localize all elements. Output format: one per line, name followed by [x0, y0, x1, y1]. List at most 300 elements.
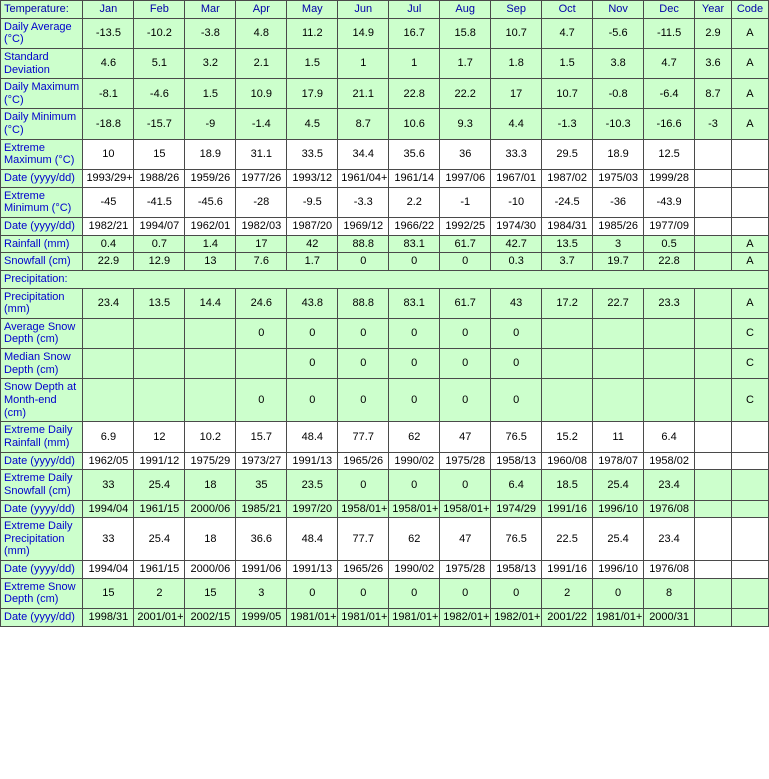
cell-extreme-daily-rainfall-dec: 6.4 [644, 422, 695, 452]
cell-median-snow-depth-oct [542, 349, 593, 379]
cell-extreme-daily-snowfall-date-jul: 1958/01+ [389, 500, 440, 518]
cell-daily-minimum-code: A [731, 109, 768, 139]
cell-average-snow-depth-jul: 0 [389, 318, 440, 348]
cell-daily-minimum-aug: 9.3 [440, 109, 491, 139]
cell-extreme-daily-snowfall-jun: 0 [338, 470, 389, 500]
cell-snow-depth-month-end-feb [134, 379, 185, 422]
cell-daily-average-sep: 10.7 [491, 18, 542, 48]
cell-daily-average-jun: 14.9 [338, 18, 389, 48]
cell-extreme-daily-snowfall-nov: 25.4 [593, 470, 644, 500]
cell-extreme-daily-rainfall-feb: 12 [134, 422, 185, 452]
cell-extreme-minimum-date-mar: 1962/01 [185, 217, 236, 235]
cell-average-snow-depth-jun: 0 [338, 318, 389, 348]
row-label-extreme-maximum: Extreme Maximum (°C) [1, 139, 83, 169]
cell-extreme-daily-rainfall-mar: 10.2 [185, 422, 236, 452]
cell-standard-deviation-mar: 3.2 [185, 48, 236, 78]
cell-extreme-snow-depth-may: 0 [287, 578, 338, 608]
cell-extreme-snow-depth-date-jan: 1998/31 [83, 608, 134, 626]
cell-extreme-daily-snowfall-oct: 18.5 [542, 470, 593, 500]
cell-extreme-snow-depth-jun: 0 [338, 578, 389, 608]
header-month-mar: Mar [185, 1, 236, 19]
cell-extreme-daily-precipitation-nov: 25.4 [593, 518, 644, 561]
cell-extreme-daily-precipitation-date-feb: 1961/15 [134, 561, 185, 579]
cell-extreme-daily-rainfall-date-apr: 1973/27 [236, 452, 287, 470]
cell-daily-minimum-may: 4.5 [287, 109, 338, 139]
cell-extreme-daily-snowfall-code [731, 470, 768, 500]
row-label-daily-maximum: Daily Maximum (°C) [1, 79, 83, 109]
cell-extreme-daily-precipitation-feb: 25.4 [134, 518, 185, 561]
cell-snow-depth-month-end-jun: 0 [338, 379, 389, 422]
row-label-extreme-daily-precipitation: Extreme Daily Precipitation (mm) [1, 518, 83, 561]
header-year: Year [695, 1, 732, 19]
cell-average-snow-depth-may: 0 [287, 318, 338, 348]
cell-median-snow-depth-nov [593, 349, 644, 379]
cell-extreme-daily-snowfall-date-code [731, 500, 768, 518]
cell-daily-minimum-dec: -16.6 [644, 109, 695, 139]
cell-daily-average-nov: -5.6 [593, 18, 644, 48]
cell-standard-deviation-oct: 1.5 [542, 48, 593, 78]
cell-snow-depth-month-end-oct [542, 379, 593, 422]
cell-extreme-maximum-date-may: 1993/12 [287, 170, 338, 188]
row-label-extreme-daily-snowfall-date: Date (yyyy/dd) [1, 500, 83, 518]
cell-median-snow-depth-mar [185, 349, 236, 379]
cell-daily-maximum-jun: 21.1 [338, 79, 389, 109]
cell-extreme-snow-depth-aug: 0 [440, 578, 491, 608]
cell-extreme-maximum-date-feb: 1988/26 [134, 170, 185, 188]
cell-rainfall-apr: 17 [236, 235, 287, 253]
header-temperature-label: Temperature: [1, 1, 83, 19]
cell-extreme-maximum-jun: 34.4 [338, 139, 389, 169]
cell-standard-deviation-may: 1.5 [287, 48, 338, 78]
cell-snow-depth-month-end-sep: 0 [491, 379, 542, 422]
cell-daily-minimum-feb: -15.7 [134, 109, 185, 139]
cell-daily-maximum-year: 8.7 [695, 79, 732, 109]
row-label-standard-deviation: Standard Deviation [1, 48, 83, 78]
cell-standard-deviation-jun: 1 [338, 48, 389, 78]
cell-extreme-snow-depth-feb: 2 [134, 578, 185, 608]
cell-median-snow-depth-may: 0 [287, 349, 338, 379]
cell-extreme-maximum-date-jun: 1961/04+ [338, 170, 389, 188]
cell-snowfall-nov: 19.7 [593, 253, 644, 271]
cell-extreme-daily-snowfall-date-dec: 1976/08 [644, 500, 695, 518]
cell-daily-minimum-sep: 4.4 [491, 109, 542, 139]
cell-extreme-minimum-may: -9.5 [287, 187, 338, 217]
cell-median-snow-depth-jul: 0 [389, 349, 440, 379]
cell-extreme-daily-rainfall-date-jan: 1962/05 [83, 452, 134, 470]
header-month-aug: Aug [440, 1, 491, 19]
cell-precipitation-jul: 83.1 [389, 288, 440, 318]
cell-average-snow-depth-year [695, 318, 732, 348]
cell-average-snow-depth-feb [134, 318, 185, 348]
cell-extreme-snow-depth-date-year [695, 608, 732, 626]
header-month-feb: Feb [134, 1, 185, 19]
cell-extreme-minimum-feb: -41.5 [134, 187, 185, 217]
row-label-extreme-maximum-date: Date (yyyy/dd) [1, 170, 83, 188]
cell-rainfall-jun: 88.8 [338, 235, 389, 253]
cell-extreme-daily-snowfall-aug: 0 [440, 470, 491, 500]
table-row [1, 235, 769, 253]
cell-extreme-minimum-nov: -36 [593, 187, 644, 217]
cell-extreme-daily-precipitation-date-oct: 1991/16 [542, 561, 593, 579]
cell-extreme-maximum-oct: 29.5 [542, 139, 593, 169]
cell-extreme-snow-depth-date-nov: 1981/01+ [593, 608, 644, 626]
cell-extreme-maximum-date-nov: 1975/03 [593, 170, 644, 188]
cell-extreme-maximum-code [731, 139, 768, 169]
table-row [1, 452, 769, 470]
cell-rainfall-sep: 42.7 [491, 235, 542, 253]
table-row [1, 217, 769, 235]
cell-daily-average-oct: 4.7 [542, 18, 593, 48]
cell-extreme-daily-rainfall-date-aug: 1975/28 [440, 452, 491, 470]
cell-extreme-minimum-date-sep: 1974/30 [491, 217, 542, 235]
row-label-snow-depth-month-end: Snow Depth at Month-end (cm) [1, 379, 83, 422]
cell-average-snow-depth-apr: 0 [236, 318, 287, 348]
cell-extreme-maximum-date-code [731, 170, 768, 188]
cell-daily-average-dec: -11.5 [644, 18, 695, 48]
cell-extreme-snow-depth-date-mar: 2002/15 [185, 608, 236, 626]
cell-extreme-daily-snowfall-date-oct: 1991/16 [542, 500, 593, 518]
header-month-dec: Dec [644, 1, 695, 19]
cell-average-snow-depth-code: C [731, 318, 768, 348]
row-label-rainfall: Rainfall (mm) [1, 235, 83, 253]
cell-extreme-maximum-jan: 10 [83, 139, 134, 169]
cell-daily-average-may: 11.2 [287, 18, 338, 48]
cell-snow-depth-month-end-nov [593, 379, 644, 422]
cell-snowfall-jul: 0 [389, 253, 440, 271]
cell-extreme-snow-depth-oct: 2 [542, 578, 593, 608]
cell-extreme-minimum-date-year [695, 217, 732, 235]
cell-extreme-daily-snowfall-date-jun: 1958/01+ [338, 500, 389, 518]
cell-extreme-daily-rainfall-date-jul: 1990/02 [389, 452, 440, 470]
cell-snowfall-dec: 22.8 [644, 253, 695, 271]
cell-rainfall-code: A [731, 235, 768, 253]
cell-daily-maximum-apr: 10.9 [236, 79, 287, 109]
cell-extreme-maximum-date-mar: 1959/26 [185, 170, 236, 188]
cell-average-snow-depth-sep: 0 [491, 318, 542, 348]
cell-extreme-minimum-date-jun: 1969/12 [338, 217, 389, 235]
cell-average-snow-depth-mar [185, 318, 236, 348]
cell-extreme-daily-rainfall-date-dec: 1958/02 [644, 452, 695, 470]
cell-extreme-maximum-aug: 36 [440, 139, 491, 169]
cell-rainfall-jan: 0.4 [83, 235, 134, 253]
cell-average-snow-depth-dec [644, 318, 695, 348]
cell-extreme-snow-depth-code [731, 578, 768, 608]
cell-extreme-minimum-date-jan: 1982/21 [83, 217, 134, 235]
cell-snow-depth-month-end-apr: 0 [236, 379, 287, 422]
cell-median-snow-depth-jun: 0 [338, 349, 389, 379]
cell-extreme-daily-snowfall-date-year [695, 500, 732, 518]
cell-snow-depth-month-end-year [695, 379, 732, 422]
row-label-extreme-daily-snowfall: Extreme Daily Snowfall (cm) [1, 470, 83, 500]
cell-extreme-minimum-jul: 2.2 [389, 187, 440, 217]
cell-extreme-daily-rainfall-oct: 15.2 [542, 422, 593, 452]
cell-extreme-daily-precipitation-date-code [731, 561, 768, 579]
cell-average-snow-depth-oct [542, 318, 593, 348]
cell-extreme-daily-snowfall-jan: 33 [83, 470, 134, 500]
cell-extreme-minimum-date-oct: 1984/31 [542, 217, 593, 235]
cell-extreme-daily-precipitation-mar: 18 [185, 518, 236, 561]
cell-snow-depth-month-end-may: 0 [287, 379, 338, 422]
cell-extreme-daily-precipitation-year [695, 518, 732, 561]
cell-extreme-minimum-mar: -45.6 [185, 187, 236, 217]
cell-precipitation-year [695, 288, 732, 318]
cell-daily-maximum-nov: -0.8 [593, 79, 644, 109]
cell-extreme-daily-snowfall-date-nov: 1996/10 [593, 500, 644, 518]
cell-daily-average-year: 2.9 [695, 18, 732, 48]
cell-precipitation-jan: 23.4 [83, 288, 134, 318]
cell-extreme-daily-precipitation-jan: 33 [83, 518, 134, 561]
cell-extreme-snow-depth-sep: 0 [491, 578, 542, 608]
cell-daily-average-apr: 4.8 [236, 18, 287, 48]
cell-extreme-daily-rainfall-date-jun: 1965/26 [338, 452, 389, 470]
cell-extreme-maximum-date-jul: 1961/14 [389, 170, 440, 188]
cell-average-snow-depth-aug: 0 [440, 318, 491, 348]
cell-snowfall-code: A [731, 253, 768, 271]
row-label-extreme-minimum-date: Date (yyyy/dd) [1, 217, 83, 235]
cell-standard-deviation-nov: 3.8 [593, 48, 644, 78]
table-row [1, 608, 769, 626]
row-label-daily-minimum: Daily Minimum (°C) [1, 109, 83, 139]
cell-rainfall-oct: 13.5 [542, 235, 593, 253]
header-month-nov: Nov [593, 1, 644, 19]
cell-extreme-daily-rainfall-may: 48.4 [287, 422, 338, 452]
cell-extreme-minimum-date-may: 1987/20 [287, 217, 338, 235]
cell-extreme-maximum-nov: 18.9 [593, 139, 644, 169]
cell-extreme-daily-rainfall-year [695, 422, 732, 452]
cell-snowfall-jun: 0 [338, 253, 389, 271]
cell-extreme-daily-precipitation-date-jul: 1990/02 [389, 561, 440, 579]
cell-rainfall-feb: 0.7 [134, 235, 185, 253]
cell-extreme-daily-rainfall-jul: 62 [389, 422, 440, 452]
cell-extreme-snow-depth-date-feb: 2001/01+ [134, 608, 185, 626]
cell-extreme-daily-snowfall-date-apr: 1985/21 [236, 500, 287, 518]
cell-daily-maximum-may: 17.9 [287, 79, 338, 109]
cell-extreme-minimum-date-feb: 1994/07 [134, 217, 185, 235]
section-label-precipitation: Precipitation: [1, 270, 769, 288]
table-row [1, 500, 769, 518]
cell-standard-deviation-jan: 4.6 [83, 48, 134, 78]
cell-standard-deviation-year: 3.6 [695, 48, 732, 78]
cell-extreme-maximum-feb: 15 [134, 139, 185, 169]
cell-extreme-minimum-date-jul: 1966/22 [389, 217, 440, 235]
cell-extreme-snow-depth-jul: 0 [389, 578, 440, 608]
cell-extreme-maximum-date-dec: 1999/28 [644, 170, 695, 188]
cell-extreme-minimum-code [731, 187, 768, 217]
cell-daily-maximum-feb: -4.6 [134, 79, 185, 109]
cell-rainfall-may: 42 [287, 235, 338, 253]
cell-extreme-daily-rainfall-nov: 11 [593, 422, 644, 452]
cell-precipitation-jun: 88.8 [338, 288, 389, 318]
cell-extreme-daily-snowfall-apr: 35 [236, 470, 287, 500]
cell-extreme-daily-rainfall-date-sep: 1958/13 [491, 452, 542, 470]
cell-precipitation-sep: 43 [491, 288, 542, 318]
cell-snowfall-oct: 3.7 [542, 253, 593, 271]
cell-extreme-maximum-jul: 35.6 [389, 139, 440, 169]
cell-extreme-daily-snowfall-year [695, 470, 732, 500]
cell-daily-maximum-code: A [731, 79, 768, 109]
table-row [1, 187, 769, 217]
cell-extreme-minimum-date-dec: 1977/09 [644, 217, 695, 235]
table-row [1, 379, 769, 422]
cell-extreme-maximum-mar: 18.9 [185, 139, 236, 169]
cell-snowfall-may: 1.7 [287, 253, 338, 271]
cell-extreme-daily-precipitation-date-aug: 1975/28 [440, 561, 491, 579]
cell-snowfall-apr: 7.6 [236, 253, 287, 271]
table-row [1, 578, 769, 608]
cell-extreme-daily-snowfall-mar: 18 [185, 470, 236, 500]
row-label-extreme-daily-rainfall: Extreme Daily Rainfall (mm) [1, 422, 83, 452]
cell-daily-average-code: A [731, 18, 768, 48]
cell-extreme-maximum-date-aug: 1997/06 [440, 170, 491, 188]
cell-extreme-daily-precipitation-date-nov: 1996/10 [593, 561, 644, 579]
cell-extreme-daily-snowfall-feb: 25.4 [134, 470, 185, 500]
cell-snowfall-mar: 13 [185, 253, 236, 271]
cell-extreme-daily-precipitation-code [731, 518, 768, 561]
cell-extreme-daily-rainfall-date-mar: 1975/29 [185, 452, 236, 470]
cell-extreme-maximum-dec: 12.5 [644, 139, 695, 169]
cell-precipitation-may: 43.8 [287, 288, 338, 318]
cell-precipitation-nov: 22.7 [593, 288, 644, 318]
header-month-jan: Jan [83, 1, 134, 19]
cell-extreme-daily-precipitation-oct: 22.5 [542, 518, 593, 561]
cell-standard-deviation-code: A [731, 48, 768, 78]
table-row [1, 139, 769, 169]
cell-extreme-snow-depth-date-jun: 1981/01+ [338, 608, 389, 626]
cell-extreme-daily-precipitation-date-apr: 1991/06 [236, 561, 287, 579]
table-row [1, 318, 769, 348]
cell-extreme-maximum-apr: 31.1 [236, 139, 287, 169]
table-row [1, 561, 769, 579]
cell-rainfall-dec: 0.5 [644, 235, 695, 253]
cell-daily-maximum-dec: -6.4 [644, 79, 695, 109]
table-row [1, 109, 769, 139]
table-row [1, 349, 769, 379]
cell-daily-average-mar: -3.8 [185, 18, 236, 48]
cell-extreme-daily-snowfall-jul: 0 [389, 470, 440, 500]
cell-standard-deviation-aug: 1.7 [440, 48, 491, 78]
cell-snowfall-jan: 22.9 [83, 253, 134, 271]
cell-extreme-maximum-year [695, 139, 732, 169]
table-row [1, 253, 769, 271]
cell-extreme-snow-depth-apr: 3 [236, 578, 287, 608]
cell-extreme-daily-precipitation-date-mar: 2000/06 [185, 561, 236, 579]
row-label-extreme-minimum: Extreme Minimum (°C) [1, 187, 83, 217]
section-row [1, 270, 769, 288]
cell-extreme-snow-depth-date-sep: 1982/01+ [491, 608, 542, 626]
cell-snowfall-year [695, 253, 732, 271]
cell-rainfall-nov: 3 [593, 235, 644, 253]
cell-extreme-daily-rainfall-date-nov: 1978/07 [593, 452, 644, 470]
cell-extreme-daily-precipitation-date-jun: 1965/26 [338, 561, 389, 579]
cell-rainfall-year [695, 235, 732, 253]
row-label-median-snow-depth: Median Snow Depth (cm) [1, 349, 83, 379]
cell-daily-minimum-year: -3 [695, 109, 732, 139]
cell-extreme-minimum-date-code [731, 217, 768, 235]
cell-extreme-minimum-oct: -24.5 [542, 187, 593, 217]
cell-extreme-maximum-date-oct: 1987/02 [542, 170, 593, 188]
cell-extreme-maximum-may: 33.5 [287, 139, 338, 169]
cell-daily-maximum-jul: 22.8 [389, 79, 440, 109]
cell-median-snow-depth-aug: 0 [440, 349, 491, 379]
cell-daily-average-jan: -13.5 [83, 18, 134, 48]
cell-extreme-daily-rainfall-date-year [695, 452, 732, 470]
cell-precipitation-dec: 23.3 [644, 288, 695, 318]
cell-extreme-snow-depth-year [695, 578, 732, 608]
cell-extreme-minimum-year [695, 187, 732, 217]
cell-extreme-minimum-jun: -3.3 [338, 187, 389, 217]
cell-daily-minimum-jan: -18.8 [83, 109, 134, 139]
cell-precipitation-oct: 17.2 [542, 288, 593, 318]
cell-extreme-snow-depth-jan: 15 [83, 578, 134, 608]
cell-average-snow-depth-jan [83, 318, 134, 348]
header-month-sep: Sep [491, 1, 542, 19]
cell-extreme-daily-precipitation-dec: 23.4 [644, 518, 695, 561]
cell-extreme-snow-depth-date-dec: 2000/31 [644, 608, 695, 626]
row-label-snowfall: Snowfall (cm) [1, 253, 83, 271]
cell-extreme-minimum-date-nov: 1985/26 [593, 217, 644, 235]
cell-extreme-daily-precipitation-date-sep: 1958/13 [491, 561, 542, 579]
cell-rainfall-aug: 61.7 [440, 235, 491, 253]
cell-extreme-daily-rainfall-date-oct: 1960/08 [542, 452, 593, 470]
cell-extreme-daily-rainfall-date-code [731, 452, 768, 470]
cell-daily-average-aug: 15.8 [440, 18, 491, 48]
cell-daily-minimum-apr: -1.4 [236, 109, 287, 139]
cell-extreme-snow-depth-date-aug: 1982/01+ [440, 608, 491, 626]
cell-extreme-daily-snowfall-may: 23.5 [287, 470, 338, 500]
cell-standard-deviation-apr: 2.1 [236, 48, 287, 78]
table-row [1, 48, 769, 78]
cell-extreme-daily-rainfall-apr: 15.7 [236, 422, 287, 452]
cell-daily-minimum-jun: 8.7 [338, 109, 389, 139]
cell-extreme-daily-rainfall-jun: 77.7 [338, 422, 389, 452]
cell-daily-minimum-jul: 10.6 [389, 109, 440, 139]
cell-median-snow-depth-code: C [731, 349, 768, 379]
header-month-jun: Jun [338, 1, 389, 19]
cell-standard-deviation-jul: 1 [389, 48, 440, 78]
cell-median-snow-depth-feb [134, 349, 185, 379]
table-row [1, 518, 769, 561]
cell-snowfall-aug: 0 [440, 253, 491, 271]
cell-daily-maximum-sep: 17 [491, 79, 542, 109]
cell-standard-deviation-dec: 4.7 [644, 48, 695, 78]
cell-extreme-snow-depth-date-jul: 1981/01+ [389, 608, 440, 626]
cell-extreme-minimum-sep: -10 [491, 187, 542, 217]
cell-extreme-minimum-date-aug: 1992/25 [440, 217, 491, 235]
cell-extreme-daily-rainfall-aug: 47 [440, 422, 491, 452]
cell-rainfall-jul: 83.1 [389, 235, 440, 253]
cell-extreme-daily-rainfall-jan: 6.9 [83, 422, 134, 452]
cell-daily-maximum-jan: -8.1 [83, 79, 134, 109]
row-label-extreme-snow-depth-date: Date (yyyy/dd) [1, 608, 83, 626]
table-row [1, 79, 769, 109]
cell-extreme-snow-depth-date-oct: 2001/22 [542, 608, 593, 626]
table-row [1, 170, 769, 188]
cell-precipitation-mar: 14.4 [185, 288, 236, 318]
cell-median-snow-depth-year [695, 349, 732, 379]
cell-extreme-snow-depth-date-may: 1981/01+ [287, 608, 338, 626]
cell-daily-maximum-oct: 10.7 [542, 79, 593, 109]
cell-extreme-daily-precipitation-apr: 36.6 [236, 518, 287, 561]
cell-extreme-daily-precipitation-sep: 76.5 [491, 518, 542, 561]
cell-extreme-maximum-sep: 33.3 [491, 139, 542, 169]
cell-extreme-snow-depth-date-apr: 1999/05 [236, 608, 287, 626]
cell-snow-depth-month-end-code: C [731, 379, 768, 422]
cell-extreme-daily-precipitation-aug: 47 [440, 518, 491, 561]
cell-extreme-daily-snowfall-date-mar: 2000/06 [185, 500, 236, 518]
cell-extreme-minimum-jan: -45 [83, 187, 134, 217]
row-label-daily-average: Daily Average (°C) [1, 18, 83, 48]
table-row [1, 470, 769, 500]
